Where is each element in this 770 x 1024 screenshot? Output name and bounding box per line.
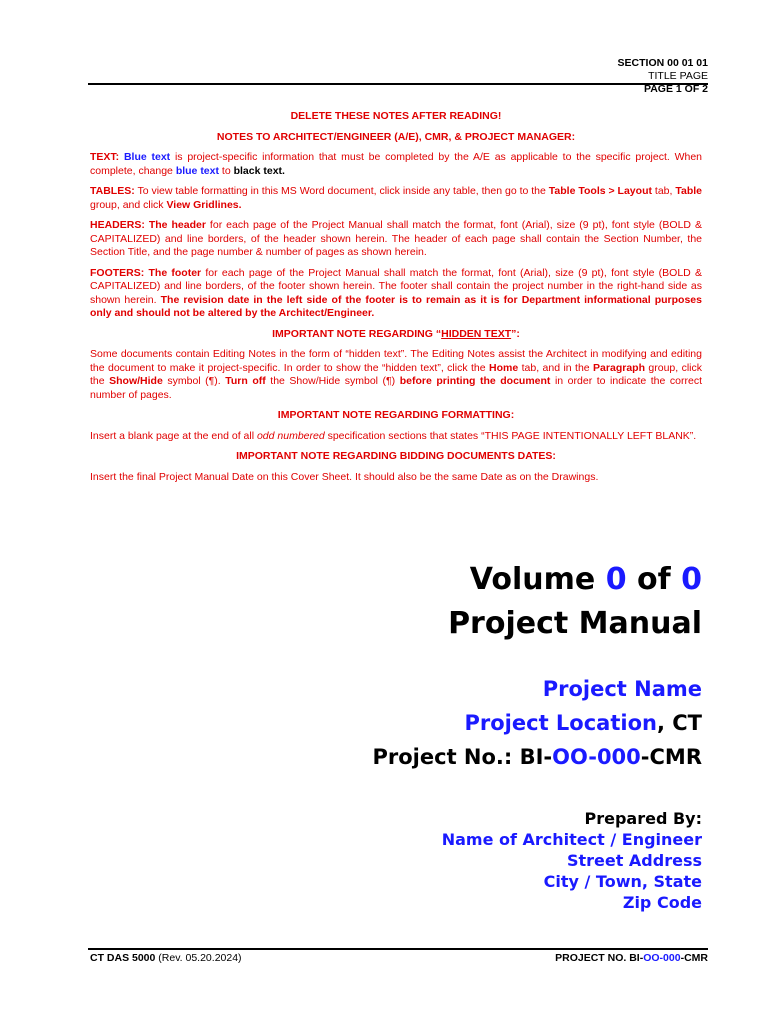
note-text-label: TEXT: [90,151,120,163]
notes-to-heading: NOTES TO ARCHITECT/ENGINEER (A/E), CMR, & PROJECT MANAGER: [216,130,576,143]
architect-name: Name of Architect / Engineer [441,830,702,849]
note-tables-b3: View Gridlines. [166,198,242,211]
street-address: Street Address [566,851,702,870]
footer-project-number [555,952,708,964]
volume-line [448,558,702,602]
note-headers [90,219,702,260]
project-number-label: Project No.: BI- [372,745,553,769]
project-number-mid: OO-000 [552,745,641,769]
note-headers-label: HEADERS: The header [90,219,206,231]
notes-delete-heading: DELETE THESE NOTES AFTER READING! [290,110,502,122]
editor-notes [90,110,702,491]
city-state: City / Town, State [543,872,702,891]
note-text-blue1: Blue text [123,151,171,163]
header-section-number: SECTION 00 01 01 [617,57,708,69]
note-formatting [90,430,702,444]
project-block [373,672,703,774]
note-tables-body1: To view table formatting in this MS Word document, click inside any table, then go to the [134,185,549,197]
note-tables-b1: Table Tools > Layout [548,185,652,197]
hidden-b3: Show/Hide [109,375,163,387]
prepared-by-label: Prepared By: [584,809,702,828]
project-number-line [373,740,703,774]
footer-rule [88,948,708,950]
volume-word: Volume [469,562,606,597]
project-location: Project Location [464,711,657,735]
hidden-b1: Home [489,361,519,374]
note-tables-body2: tab, [651,185,676,197]
hidden-b5: before printing the document [399,375,551,387]
note-tables [90,185,702,212]
volume-title [448,558,702,646]
note-hidden-text [90,348,702,402]
footer-project-suffix: -CMR [680,952,708,964]
bidding-heading: IMPORTANT NOTE REGARDING BIDDING DOCUMENTS DATES: [236,450,556,462]
footer-project-mid: OO-000 [643,952,681,964]
manual-title: Project Manual [448,606,702,641]
hidden-body4: symbol (¶). [162,375,226,387]
note-tables-body3: group, and click [90,198,167,211]
note-footers-body: for each page of the Project Manual shall match the format, font (Arial), size (9 pt), font style (BOLD & CAPITALIZED) and line borders, of the footer shown herein. The footer shall contain the project number in the right-hand side as shown herein. [90,266,702,306]
project-state: , CT [656,711,702,735]
hidden-text-heading [90,328,702,342]
hidden-body2: tab, and in the [518,361,594,374]
prepared-by-block [442,808,702,913]
zip-code: Zip Code [622,893,702,912]
note-text-blue2: blue text [175,164,219,177]
project-name: Project Name [542,677,702,701]
header-page-number: PAGE 1 OF 2 [644,83,708,95]
formatting-heading: IMPORTANT NOTE REGARDING FORMATTING: [277,409,515,421]
note-text-body1: is project-specific information that must be completed by the A/E as applicable to the specific project. When complete, change [90,151,703,177]
note-text-black: black text. [233,164,285,177]
footer-project-label: PROJECT NO. BI- [555,952,644,964]
footer-rev-date: (Rev. 05.20.2024) [155,952,242,964]
note-text [90,151,702,178]
volume-of: of [626,562,682,597]
footer-form-number: CT DAS 5000 [90,952,156,964]
formatting-body1: Insert a blank page at the end of all [90,429,257,442]
hidden-heading-post: ”: [511,327,520,340]
note-footers [90,267,702,321]
footer-revision [90,952,242,964]
hidden-body6: in order to indicate the correct number of pages. [90,375,702,401]
hidden-heading-underlined: HIDDEN TEXT [441,327,512,340]
note-tables-b2: Table [675,185,702,197]
header-section-title: TITLE PAGE [648,70,708,82]
header-rule [88,83,708,85]
note-tables-label: TABLES: [90,185,135,197]
project-location-line [373,706,703,740]
volume-total: 0 [681,562,702,597]
note-bidding: Insert the final Project Manual Date on this Cover Sheet. It should also be the same Date as on the Drawings. [90,470,599,483]
hidden-b2: Paragraph [593,361,645,374]
volume-number: 0 [605,562,627,597]
formatting-body2: specification sections that states “THIS PAGE INTENTIONALLY LEFT BLANK”. [324,429,697,442]
hidden-b4: Turn off [225,375,266,387]
hidden-body1: Some documents contain Editing Notes in the form of “hidden text”. The Editing Notes assist the Architect in modifying and editing the document to make it project-specific. In order to show the “hidden text”, click the [90,348,702,374]
formatting-italic: odd numbered [256,429,325,442]
note-text-body2: to [219,164,234,177]
note-headers-body: for each page of the Project Manual shall match the format, font (Arial), size (9 pt), font style (BOLD & CAPITALIZED) and line borders, of the header shown herein. The header of each page shall contain the Section Number, the Section Title, and the page number & number of pages as shown herein. [90,219,702,258]
note-footers-bold: The revision date in the left side of the footer is to remain as it is for Department informational purposes only and should not be altered by the Architect/Engineer. [90,293,702,319]
note-footers-label: FOOTERS: The footer [90,266,202,279]
page-header [618,57,708,96]
hidden-body3: group, click the [90,361,702,387]
hidden-body5: the Show/Hide symbol (¶) [265,375,400,387]
hidden-heading-pre: IMPORTANT NOTE REGARDING “ [272,327,442,340]
project-number-suffix: -CMR [640,745,702,769]
